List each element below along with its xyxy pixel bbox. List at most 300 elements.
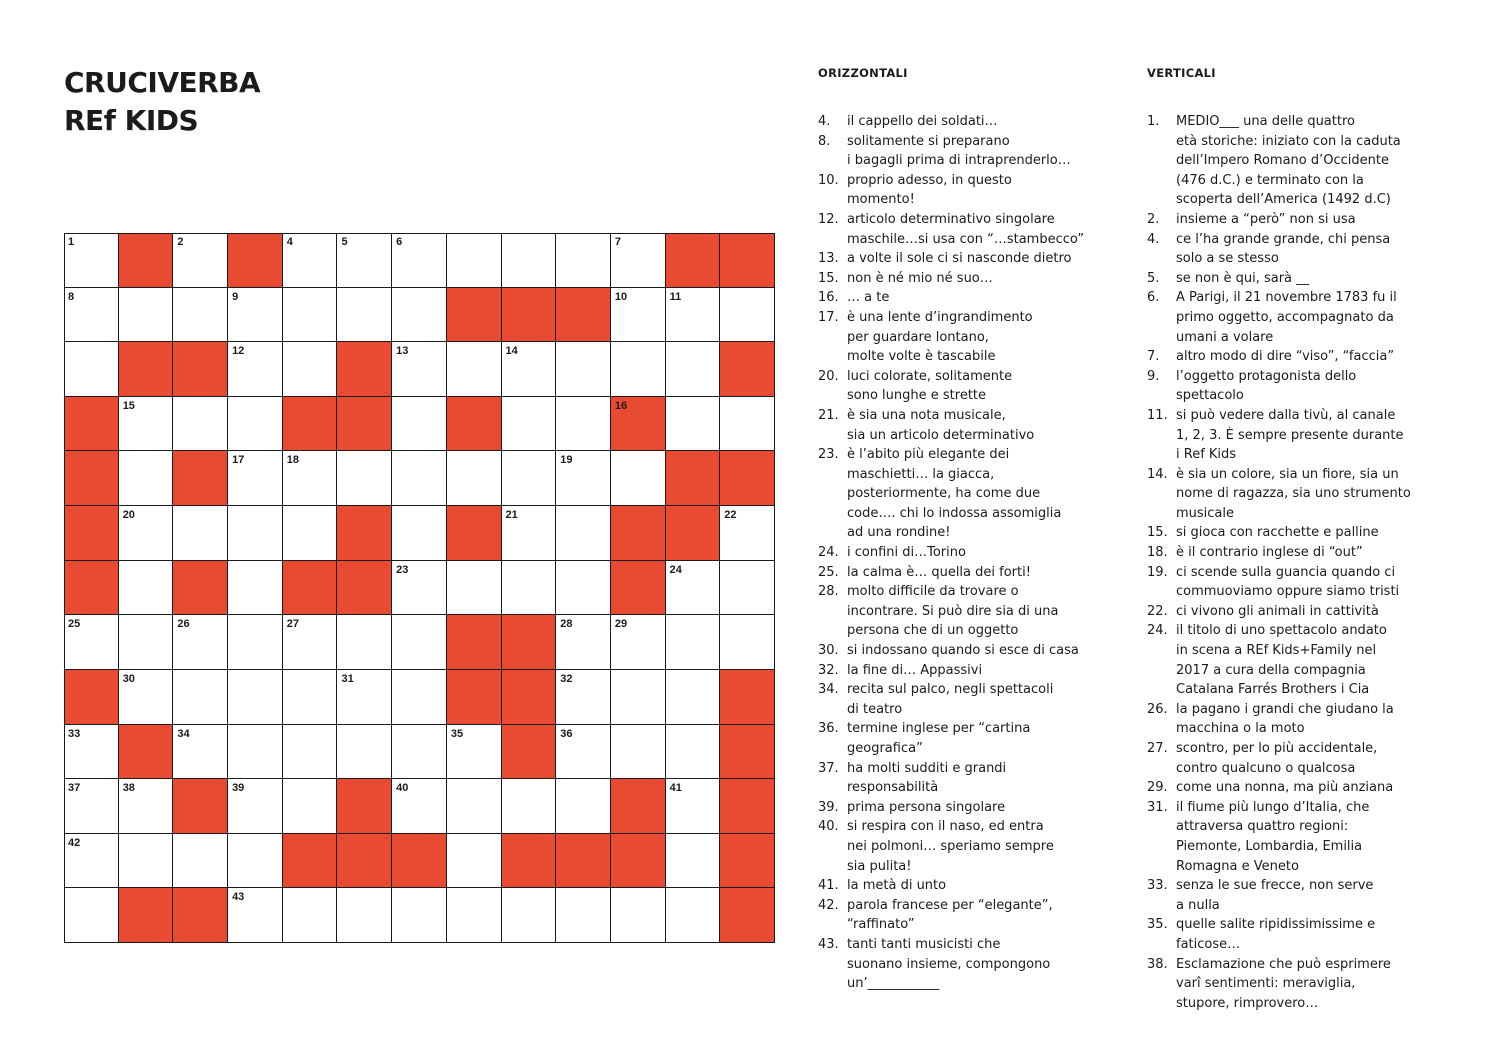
white-cell[interactable] <box>556 506 611 561</box>
white-cell[interactable] <box>611 451 666 506</box>
white-cell[interactable] <box>392 561 447 616</box>
white-cell[interactable] <box>502 451 557 506</box>
clue-number: 39. <box>818 799 839 815</box>
white-cell[interactable] <box>64 725 119 780</box>
white-cell[interactable] <box>283 725 338 780</box>
clue-number: 8. <box>818 133 831 149</box>
white-cell[interactable] <box>666 342 721 397</box>
white-cell[interactable] <box>666 615 721 670</box>
clue-text: non è né mio né suo… <box>847 270 993 286</box>
white-cell[interactable] <box>611 670 666 725</box>
clue-number: 24. <box>1147 623 1168 639</box>
black-cell <box>611 779 666 834</box>
black-cell <box>556 288 611 343</box>
black-cell <box>611 834 666 889</box>
clue-text: recita sul palco, negli spettacoli di teatro <box>847 682 1054 717</box>
white-cell[interactable] <box>119 451 174 506</box>
clue-text: articolo determinativo singolare maschile…si usa con “…stambecco” <box>847 211 1085 247</box>
black-cell <box>502 670 557 725</box>
clue-number: 16. <box>818 290 839 306</box>
white-cell[interactable] <box>447 233 502 288</box>
clue-text: è sia un colore, sia un fiore, sia un nome di ragazza, sia uno strumento musicale <box>1176 466 1411 521</box>
white-cell[interactable] <box>611 888 666 943</box>
clue-number: 43. <box>818 936 839 952</box>
clue-number: 9. <box>1147 368 1160 384</box>
black-cell <box>64 561 119 616</box>
black-cell <box>720 779 775 834</box>
white-cell[interactable] <box>228 725 283 780</box>
orizzontali-clue <box>818 367 1128 406</box>
black-cell <box>720 451 775 506</box>
white-cell[interactable] <box>611 288 666 343</box>
white-cell[interactable] <box>228 397 283 452</box>
clue-text: i confini di…Torino <box>847 545 966 561</box>
clue-text: il cappello dei soldati… <box>847 114 998 129</box>
white-cell[interactable] <box>173 725 228 780</box>
clue-number: 2. <box>1147 211 1160 227</box>
white-cell[interactable] <box>337 725 392 780</box>
black-cell <box>720 888 775 943</box>
orizzontali-clue <box>818 308 1128 367</box>
white-cell[interactable] <box>119 615 174 670</box>
clue-number: 21. <box>818 407 839 423</box>
white-cell[interactable] <box>392 888 447 943</box>
cell-number: 36 <box>560 727 573 740</box>
orizzontali-clue <box>818 582 1128 641</box>
clue-text: l’oggetto protagonista dello spettacolo <box>1176 368 1357 404</box>
white-cell[interactable] <box>173 615 228 670</box>
white-cell[interactable] <box>337 451 392 506</box>
white-cell[interactable] <box>337 670 392 725</box>
verticali-clue <box>1147 876 1467 915</box>
white-cell[interactable] <box>228 615 283 670</box>
clue-number: 33. <box>1147 878 1168 894</box>
clue-text: la pagano i grandi che giudano la macchina o la moto <box>1176 701 1394 737</box>
clue-text: ci scende sulla guancia quando ci commuoviamo oppure siamo tristi <box>1176 564 1400 600</box>
clue-text: si gioca con racchette e palline <box>1176 525 1379 541</box>
white-cell[interactable] <box>502 397 557 452</box>
white-cell[interactable] <box>283 506 338 561</box>
black-cell <box>720 670 775 725</box>
clue-number: 4. <box>1147 231 1160 247</box>
clue-text: la calma è… quella dei forti! <box>847 564 1031 580</box>
orizzontali-clue <box>818 132 1128 171</box>
cell-number: 17 <box>232 454 245 467</box>
black-cell <box>447 397 502 452</box>
verticali-clue <box>1147 523 1467 543</box>
cell-number: 41 <box>669 782 682 795</box>
orizzontali-clue <box>818 563 1128 583</box>
orizzontali-clue <box>818 661 1128 681</box>
white-cell[interactable] <box>556 561 611 616</box>
verticali-clue <box>1147 367 1467 406</box>
white-cell[interactable] <box>502 342 557 397</box>
clue-text: è sia una nota musicale, sia un articolo determinativo <box>847 407 1035 443</box>
clue-text: … a te <box>847 290 890 306</box>
clue-number: 23. <box>818 447 839 463</box>
white-cell[interactable] <box>64 288 119 343</box>
white-cell[interactable] <box>392 342 447 397</box>
white-cell[interactable] <box>666 888 721 943</box>
white-cell[interactable] <box>64 342 119 397</box>
cell-number: 28 <box>560 618 573 631</box>
white-cell[interactable] <box>228 451 283 506</box>
white-cell[interactable] <box>502 506 557 561</box>
white-cell[interactable] <box>447 725 502 780</box>
clue-text: a volte il sole ci si nasconde dietro <box>847 251 1072 267</box>
cell-number: 21 <box>505 509 518 522</box>
black-cell <box>119 233 174 288</box>
black-cell <box>64 506 119 561</box>
cell-number: 20 <box>122 509 135 522</box>
cell-number: 37 <box>68 782 81 795</box>
verticali-clue <box>1147 112 1467 210</box>
black-cell <box>337 779 392 834</box>
white-cell[interactable] <box>556 451 611 506</box>
white-cell[interactable] <box>502 888 557 943</box>
verticali-clue-list <box>1147 112 1467 1013</box>
orizzontali-clue <box>818 406 1128 445</box>
white-cell[interactable] <box>392 779 447 834</box>
cell-number: 5 <box>341 236 348 248</box>
white-cell[interactable] <box>392 506 447 561</box>
white-cell[interactable] <box>666 670 721 725</box>
white-cell[interactable] <box>611 725 666 780</box>
white-cell[interactable] <box>283 779 338 834</box>
white-cell[interactable] <box>447 451 502 506</box>
black-cell <box>64 451 119 506</box>
clue-text: ha molti sudditi e grandi responsabilità <box>847 760 1007 796</box>
cell-number: 33 <box>68 727 81 740</box>
clue-number: 25. <box>818 564 839 580</box>
cell-number: 26 <box>177 618 190 631</box>
orizzontali-clue <box>818 896 1128 935</box>
clue-number: 5. <box>1147 270 1160 286</box>
white-cell[interactable] <box>228 888 283 943</box>
white-cell[interactable] <box>392 288 447 343</box>
white-cell[interactable] <box>611 233 666 288</box>
cell-number: 29 <box>614 618 628 631</box>
clue-number: 19. <box>1147 564 1168 580</box>
clue-number: 6. <box>1147 290 1160 306</box>
black-cell <box>666 233 721 288</box>
white-cell[interactable] <box>337 233 392 288</box>
cell-number: 9 <box>232 290 239 303</box>
cell-number: 39 <box>232 782 245 795</box>
black-cell <box>720 233 775 288</box>
white-cell[interactable] <box>720 397 775 452</box>
black-cell <box>337 561 392 616</box>
white-cell[interactable] <box>502 233 557 288</box>
clue-number: 36. <box>818 721 839 737</box>
clue-number: 35. <box>1147 917 1168 933</box>
white-cell[interactable] <box>556 397 611 452</box>
clue-text: è il contrario inglese di “out” <box>1176 545 1363 561</box>
orizzontali-clue <box>818 798 1128 818</box>
cell-number: 25 <box>68 618 81 631</box>
clue-text: senza le sue frecce, non serve a nulla <box>1176 878 1374 913</box>
white-cell[interactable] <box>173 397 228 452</box>
white-cell[interactable] <box>228 561 283 616</box>
white-cell[interactable] <box>556 670 611 725</box>
clue-number: 30. <box>818 643 839 659</box>
clue-number: 42. <box>818 897 839 913</box>
clue-number: 27. <box>1147 741 1168 756</box>
page-title <box>64 64 260 140</box>
cell-number: 19 <box>560 454 573 467</box>
black-cell <box>720 834 775 889</box>
white-cell[interactable] <box>447 888 502 943</box>
white-cell[interactable] <box>392 397 447 452</box>
title-line-2: REf KIDS <box>64 104 199 137</box>
verticali-clue <box>1147 778 1467 798</box>
white-cell[interactable] <box>64 779 119 834</box>
white-cell[interactable] <box>228 342 283 397</box>
white-cell[interactable] <box>173 670 228 725</box>
orizzontali-clue <box>818 817 1128 876</box>
verticali-clue <box>1147 915 1467 954</box>
verticali-clue <box>1147 347 1467 367</box>
orizzontali-clue <box>818 680 1128 719</box>
white-cell[interactable] <box>392 233 447 288</box>
black-cell <box>447 506 502 561</box>
clue-number: 12. <box>818 211 839 227</box>
white-cell[interactable] <box>64 615 119 670</box>
clue-text: tanti tanti musicisti che suonano insieme, compongono un’___________ <box>847 936 1051 992</box>
clue-number: 15. <box>1147 525 1168 541</box>
white-cell[interactable] <box>337 288 392 343</box>
white-cell[interactable] <box>283 342 338 397</box>
clue-number: 18. <box>1147 545 1168 561</box>
clue-text: la fine di… Appassivi <box>847 662 983 678</box>
black-cell <box>64 670 119 725</box>
clue-text: scontro, per lo più accidentale, contro qualcuno o qualcosa <box>1176 741 1378 776</box>
white-cell[interactable] <box>119 506 174 561</box>
cell-number: 7 <box>614 236 622 248</box>
white-cell[interactable] <box>720 506 775 561</box>
black-cell <box>283 397 338 452</box>
white-cell[interactable] <box>283 888 338 943</box>
white-cell[interactable] <box>666 779 721 834</box>
clue-text: quelle salite ripidissimissime e faticose… <box>1176 917 1376 952</box>
white-cell[interactable] <box>502 561 557 616</box>
verticali-clue <box>1147 269 1467 289</box>
white-cell[interactable] <box>556 888 611 943</box>
black-cell <box>502 725 557 780</box>
white-cell[interactable] <box>119 670 174 725</box>
orizzontali-clue <box>818 210 1128 249</box>
clue-text: parola francese per “elegante”, “raffinato” <box>847 897 1053 933</box>
cell-number: 12 <box>232 345 245 358</box>
white-cell[interactable] <box>283 615 338 670</box>
clue-text: A Parigi, il 21 novembre 1783 fu il primo oggetto, accompagnato da umani a volare <box>1176 290 1397 345</box>
orizzontali-heading: ORIZZONTALI <box>818 66 908 80</box>
white-cell[interactable] <box>447 342 502 397</box>
white-cell[interactable] <box>611 615 666 670</box>
clue-number: 1. <box>1147 114 1160 129</box>
orizzontali-clue <box>818 445 1128 543</box>
cell-number: 10 <box>614 290 628 303</box>
cell-number: 38 <box>122 782 135 795</box>
black-cell <box>337 397 392 452</box>
clue-number: 15. <box>818 270 839 286</box>
cell-number: 18 <box>286 454 300 467</box>
cell-number: 35 <box>450 727 464 740</box>
clue-number: 22. <box>1147 603 1168 619</box>
orizzontali-column <box>818 66 1128 994</box>
white-cell[interactable] <box>119 288 174 343</box>
white-cell[interactable] <box>447 779 502 834</box>
clue-number: 26. <box>1147 701 1168 717</box>
white-cell[interactable] <box>228 779 283 834</box>
white-cell[interactable] <box>666 725 721 780</box>
clue-text: insieme a “però” non si usa <box>1176 211 1356 227</box>
white-cell[interactable] <box>392 451 447 506</box>
clue-text: ci vivono gli animali in cattività <box>1176 603 1379 619</box>
white-cell[interactable] <box>64 834 119 889</box>
verticali-clue <box>1147 798 1467 876</box>
clue-text: se non è qui, sarà __ <box>1176 270 1310 286</box>
orizzontali-clue <box>818 876 1128 896</box>
black-cell <box>611 397 666 452</box>
white-cell[interactable] <box>556 615 611 670</box>
cell-number: 42 <box>68 836 81 849</box>
black-cell <box>447 615 502 670</box>
black-cell <box>666 451 721 506</box>
cell-number: 27 <box>286 618 300 631</box>
white-cell[interactable] <box>173 233 228 288</box>
white-cell[interactable] <box>447 834 502 889</box>
white-cell[interactable] <box>392 725 447 780</box>
white-cell[interactable] <box>556 779 611 834</box>
black-cell <box>173 342 228 397</box>
white-cell[interactable] <box>119 561 174 616</box>
orizzontali-clue <box>818 719 1128 758</box>
verticali-heading: VERTICALI <box>1147 66 1216 80</box>
orizzontali-clue <box>818 935 1128 994</box>
black-cell <box>337 834 392 889</box>
white-cell[interactable] <box>337 888 392 943</box>
white-cell[interactable] <box>556 342 611 397</box>
cell-number: 30 <box>122 672 135 685</box>
black-cell <box>611 561 666 616</box>
verticali-clue <box>1147 406 1467 465</box>
clue-text: il fiume più lungo d’Italia, che attraversa quattro regioni: Piemonte, Lombardia, Emilia Romagna e Veneto <box>1176 799 1370 874</box>
orizzontali-clue <box>818 249 1128 269</box>
verticali-clue <box>1147 602 1467 622</box>
cell-number: 6 <box>396 236 403 248</box>
white-cell[interactable] <box>283 670 338 725</box>
clue-number: 14. <box>1147 466 1168 482</box>
verticali-clue <box>1147 230 1467 269</box>
white-cell[interactable] <box>611 342 666 397</box>
white-cell[interactable] <box>720 615 775 670</box>
clue-text: si può vedere dalla tivù, al canale 1, 2, 3. È sempre presente durante i Ref Kids <box>1176 407 1404 463</box>
verticali-clue <box>1147 739 1467 778</box>
white-cell[interactable] <box>173 506 228 561</box>
white-cell[interactable] <box>228 670 283 725</box>
black-cell <box>283 834 338 889</box>
white-cell[interactable] <box>666 561 721 616</box>
cell-number: 23 <box>396 563 409 576</box>
cell-number: 4 <box>286 236 293 248</box>
verticali-clue <box>1147 288 1467 347</box>
white-cell[interactable] <box>119 834 174 889</box>
orizzontali-clue <box>818 641 1128 661</box>
white-cell[interactable] <box>173 834 228 889</box>
white-cell[interactable] <box>556 725 611 780</box>
white-cell[interactable] <box>119 397 174 452</box>
clue-text: altro modo di dire “viso”, “faccia” <box>1176 349 1395 365</box>
white-cell[interactable] <box>119 779 174 834</box>
cell-number: 8 <box>68 290 75 303</box>
white-cell[interactable] <box>64 888 119 943</box>
clue-text: si respira con il naso, ed entra nei polmoni… speriamo sempre sia pulita! <box>847 819 1054 874</box>
white-cell[interactable] <box>720 288 775 343</box>
black-cell <box>392 834 447 889</box>
black-cell <box>720 342 775 397</box>
black-cell <box>173 779 228 834</box>
white-cell[interactable] <box>337 615 392 670</box>
white-cell[interactable] <box>392 670 447 725</box>
white-cell[interactable] <box>666 834 721 889</box>
clue-number: 10. <box>818 172 839 188</box>
white-cell[interactable] <box>666 397 721 452</box>
white-cell[interactable] <box>283 288 338 343</box>
crossword-grid <box>64 233 775 943</box>
clue-text: è l’abito più elegante dei maschietti… la giacca, posteriormente, ha come due code…. chi lo indossa assomiglia ad una rondine! <box>847 447 1062 541</box>
cell-number: 14 <box>505 345 518 358</box>
white-cell[interactable] <box>720 561 775 616</box>
clue-text: si indossano quando si esce di casa <box>847 643 1079 659</box>
white-cell[interactable] <box>228 834 283 889</box>
white-cell[interactable] <box>64 233 119 288</box>
clue-text: prima persona singolare <box>847 799 1006 815</box>
verticali-column <box>1147 66 1467 1013</box>
black-cell <box>611 506 666 561</box>
clue-number: 4. <box>818 114 831 129</box>
orizzontali-clue <box>818 269 1128 289</box>
white-cell[interactable] <box>502 779 557 834</box>
orizzontali-clue-list <box>818 112 1128 994</box>
white-cell[interactable] <box>228 288 283 343</box>
black-cell <box>337 342 392 397</box>
orizzontali-clue <box>818 543 1128 563</box>
cell-number: 11 <box>669 290 682 303</box>
black-cell <box>283 561 338 616</box>
orizzontali-clue <box>818 288 1128 308</box>
black-cell <box>119 342 174 397</box>
clue-number: 7. <box>1147 349 1160 365</box>
clue-number: 24. <box>818 545 839 561</box>
clue-number: 11. <box>1147 407 1168 423</box>
clue-number: 40. <box>818 819 839 835</box>
verticali-clue <box>1147 543 1467 563</box>
white-cell[interactable] <box>392 615 447 670</box>
orizzontali-clue <box>818 759 1128 798</box>
cell-number: 16 <box>614 399 628 412</box>
white-cell[interactable] <box>228 506 283 561</box>
black-cell <box>173 888 228 943</box>
cell-number: 34 <box>177 727 190 740</box>
white-cell[interactable] <box>556 233 611 288</box>
white-cell[interactable] <box>447 561 502 616</box>
white-cell[interactable] <box>666 288 721 343</box>
white-cell[interactable] <box>173 288 228 343</box>
white-cell[interactable] <box>283 233 338 288</box>
orizzontali-clue <box>818 112 1128 132</box>
white-cell[interactable] <box>283 451 338 506</box>
